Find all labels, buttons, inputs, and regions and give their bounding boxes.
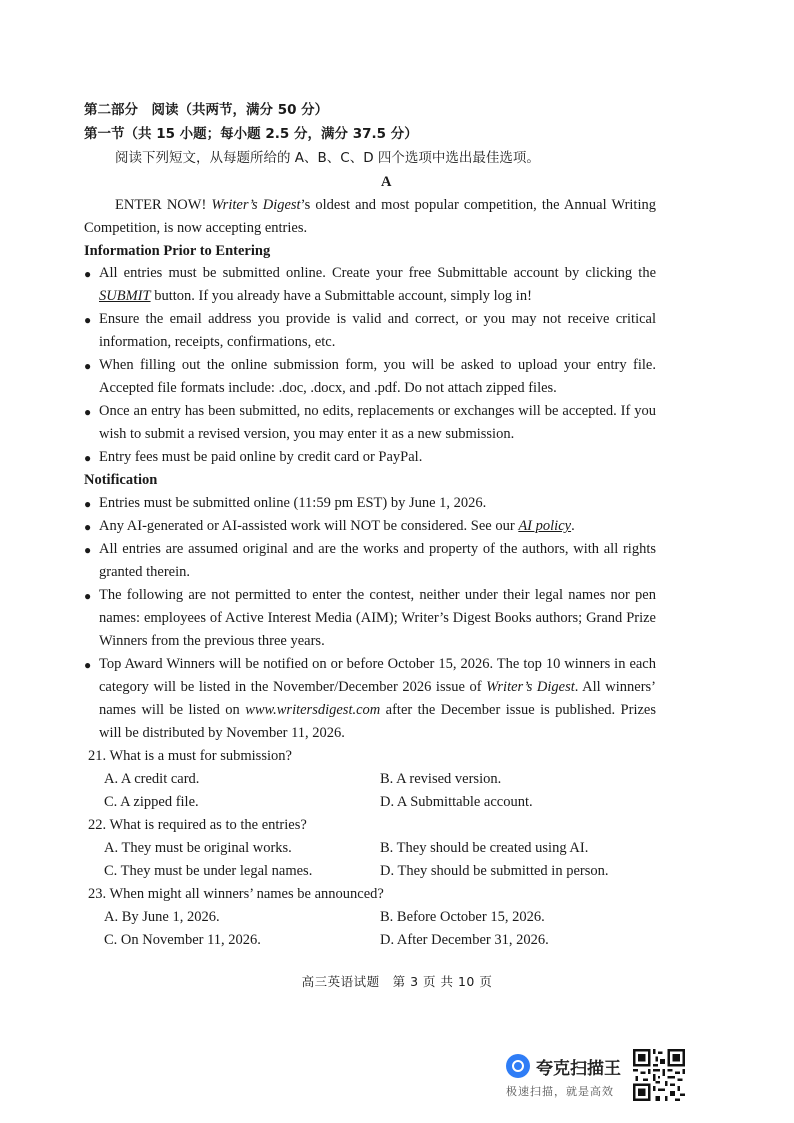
intro-magazine-name: Writer’s Digest	[211, 197, 301, 213]
notification-bullet-2	[99, 515, 656, 538]
bullet-icon: ●	[84, 658, 92, 672]
intro-paragraph	[84, 194, 656, 240]
bullet-icon: ●	[84, 451, 92, 465]
question-22-option-c[interactable]: C. They must be under legal names.	[104, 863, 313, 879]
website-url: www.writersdigest.com	[245, 702, 381, 718]
notification-bullet-1: Entries must be submitted online (11:59 pm EST) by June 1, 2026.	[99, 495, 487, 511]
info-bullet-4: Once an entry has been submitted, no edits, replacements or exchanges will be accepted. If you wish to submit a revised version, you may enter it as a new submission.	[99, 403, 656, 442]
notification-bullet-3: All entries are assumed original and are the works and property of the authors, with all rights granted therein.	[99, 541, 656, 580]
passage-label: A	[381, 174, 392, 190]
info-bullet-3: When filling out the online submission form, you will be asked to upload your entry file. Accepted file formats include: .doc, .docx, and .pdf. Do not attach zipped files.	[99, 357, 656, 396]
info-bullet-2: Ensure the email address you provide is valid and correct, or you may not receive critical information, receipts, confirmations, etc.	[99, 311, 656, 350]
bullet-icon: ●	[84, 497, 92, 511]
bullet-icon: ●	[84, 267, 92, 281]
notification-bullet-5-text: Top Award Winners will be notified on or before October 15, 2026. The top 10 winners in each category will be listed in the November/December 2026 issue of	[99, 656, 656, 695]
info-heading: Information Prior to Entering	[84, 243, 271, 259]
notification-bullet-5	[99, 653, 656, 745]
question-22-option-b[interactable]: B. They should be created using AI.	[380, 840, 589, 856]
question-21-option-c[interactable]: C. A zipped file.	[104, 794, 199, 810]
question-21-option-b[interactable]: B. A revised version.	[380, 771, 502, 787]
question-21-option-d[interactable]: D. A Submittable account.	[380, 794, 533, 810]
scanner-logo-icon	[506, 1054, 530, 1078]
question-23-option-d[interactable]: D. After December 31, 2026.	[380, 932, 549, 948]
bullet-icon: ●	[84, 405, 92, 419]
notification-magazine-name: Writer’s Digest	[486, 679, 575, 695]
question-21-stem: 21. What is a must for submission?	[88, 748, 292, 764]
bullet-icon: ●	[84, 589, 92, 603]
ai-policy-link[interactable]: AI policy	[518, 518, 572, 534]
info-bullet-1	[99, 262, 656, 308]
intro-enter-now: ENTER NOW!	[115, 197, 212, 213]
notification-bullet-4: The following are not permitted to enter the contest, neither under their legal names nor pen names: employees of Active Interest Media (AIM); Writer’s Digest Books authors; Grand Prize Winners from the previous three years.	[99, 587, 656, 649]
question-22-stem: 22. What is required as to the entries?	[88, 817, 307, 833]
qr-code-icon	[633, 1049, 685, 1101]
part-title: 第二部分 阅读（共两节，满分 50 分）	[84, 102, 329, 118]
info-bullet-1-text: All entries must be submitted online. Create your free Submittable account by clicking the	[99, 265, 656, 281]
page-footer: 高三英语试题 第 3 页 共 10 页	[301, 974, 493, 989]
scanner-slogan: 极速扫描，就是高效	[506, 1085, 614, 1098]
question-22-option-a[interactable]: A. They must be original works.	[104, 840, 292, 856]
question-23-option-a[interactable]: A. By June 1, 2026.	[104, 909, 220, 925]
notification-bullet-2-period: .	[571, 518, 575, 534]
question-23-option-c[interactable]: C. On November 11, 2026.	[104, 932, 261, 948]
notification-bullet-5-mid: . All winners’ names will be listed on	[99, 679, 656, 718]
info-bullet-1-text-end: button. If you already have a Submittable account, simply log in!	[150, 288, 532, 304]
question-22-option-d[interactable]: D. They should be submitted in person.	[380, 863, 609, 879]
section-title: 第一节（共 15 小题；每小题 2.5 分，满分 37.5 分）	[84, 126, 418, 142]
notification-bullet-5-end: after the December issue is published. Prizes will be distributed by November 11, 2026.	[99, 702, 656, 741]
bullet-icon: ●	[84, 520, 92, 534]
bullet-icon: ●	[84, 359, 92, 373]
submit-link[interactable]: SUBMIT	[99, 288, 151, 304]
question-21-option-a[interactable]: A. A credit card.	[104, 771, 200, 787]
question-23-stem: 23. When might all winners’ names be announced?	[88, 886, 384, 902]
intro-rest: ’s oldest and most popular competition, the Annual Writing Competition, is now accepting entries.	[84, 197, 656, 236]
question-23-option-b[interactable]: B. Before October 15, 2026.	[380, 909, 545, 925]
scanner-brand-name: 夸克扫描王	[536, 1059, 621, 1079]
bullet-icon: ●	[84, 313, 92, 327]
bullet-icon: ●	[84, 543, 92, 557]
instructions: 阅读下列短文，从每题所给的 A、B、C、D 四个选项中选出最佳选项。	[115, 150, 540, 166]
notification-bullet-2-text: Any AI-generated or AI-assisted work will NOT be considered. See our	[99, 518, 519, 534]
notification-heading: Notification	[84, 472, 158, 488]
info-bullet-5: Entry fees must be paid online by credit card or PayPal.	[99, 449, 423, 465]
